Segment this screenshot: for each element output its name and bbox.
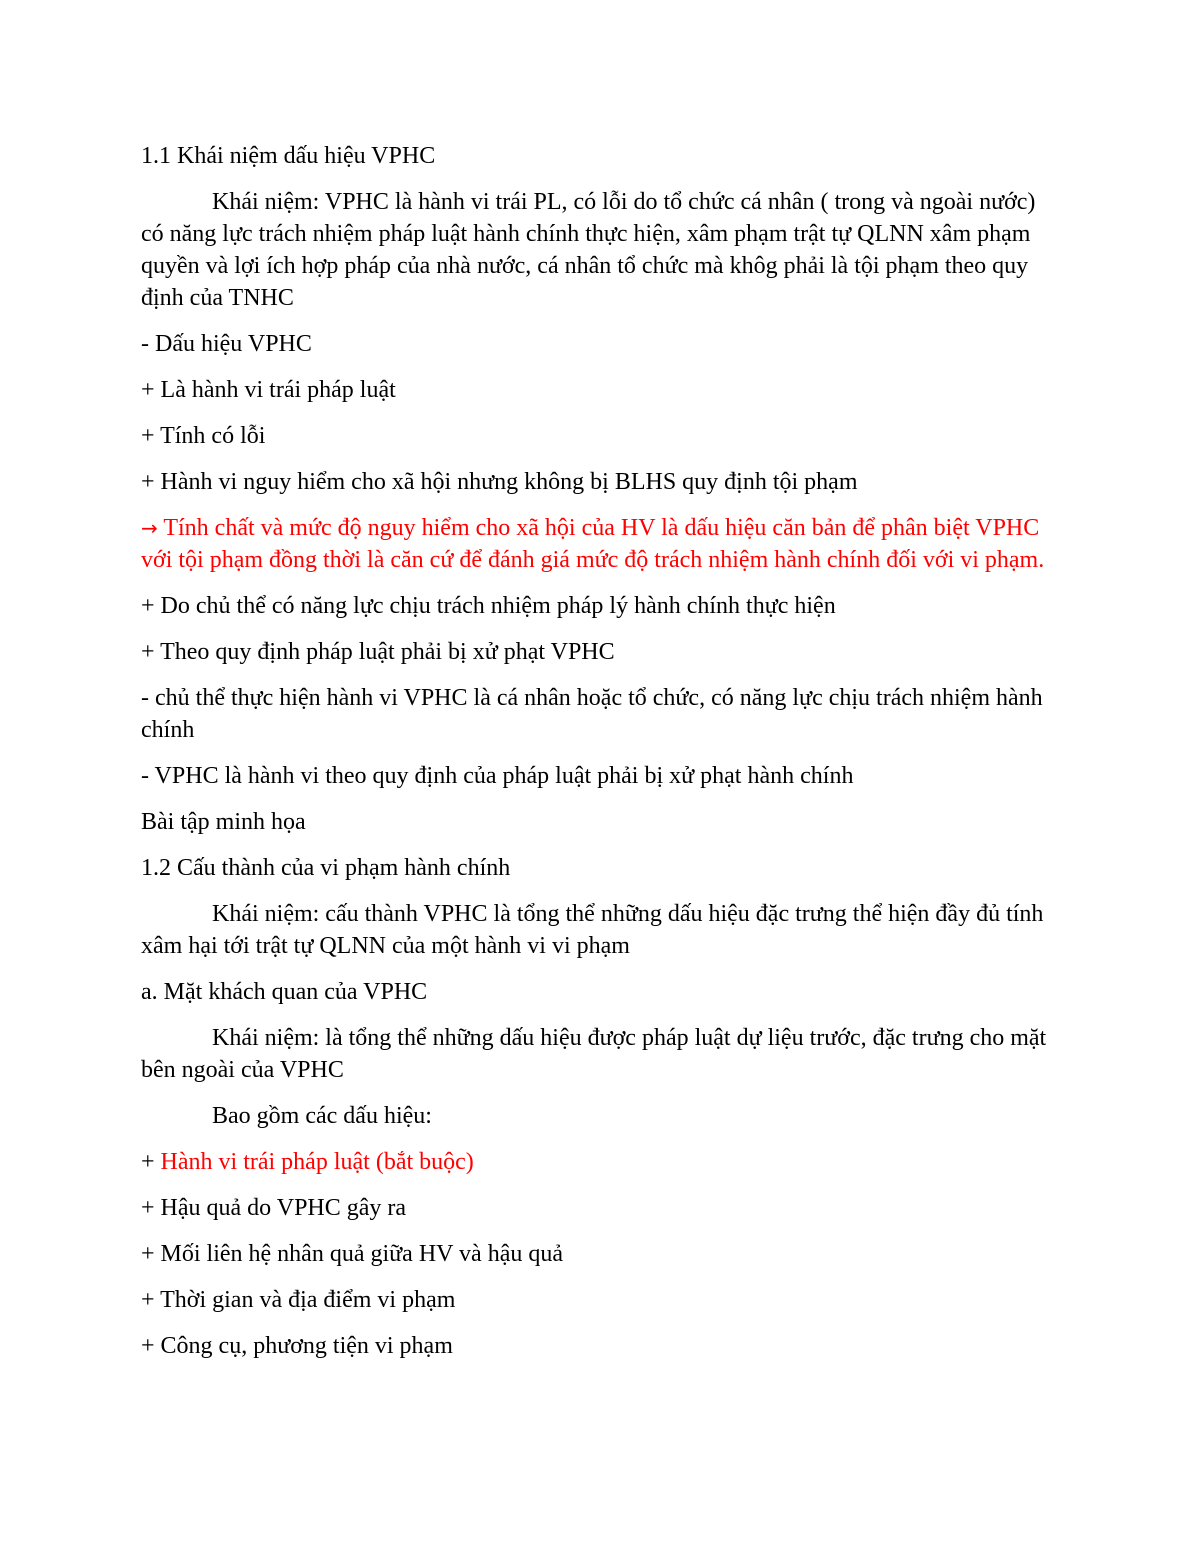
heading-1-2: 1.2 Cấu thành của vi phạm hành chính (141, 855, 511, 881)
highlighted-conclusion (141, 512, 1060, 576)
objective-item-consequence: + Hậu quả do VPHC gây ra (141, 1195, 407, 1221)
objective-item-time-place: + Thời gian và địa điểm vi phạm (141, 1287, 456, 1313)
objective-item-illegal-act-text: Hành vi trái pháp luật (bắt buộc) (160, 1149, 474, 1175)
objective-concept-paragraph: Khái niệm: là tổng thể những dấu hiệu được pháp luật dự liệu trước, đặc trưng cho mặt bên ngoài của VPHC (141, 1025, 1047, 1083)
objective-item-illegal-act (141, 1146, 1060, 1178)
list-prefix: + (141, 1149, 161, 1175)
objective-side-heading: a. Mặt khách quan của VPHC (141, 979, 428, 1005)
sign-item-illegal: + Là hành vi trái pháp luật (141, 377, 396, 403)
arrow-right-icon: → (141, 516, 158, 540)
highlighted-conclusion-text: Tính chất và mức độ nguy hiểm cho xã hội của HV là dấu hiệu căn bản để phân biệt VPHC với tội phạm đồng thời là căn cứ để đánh giá mức độ trách nhiệm hành chính đối với vi phạm. (141, 515, 1045, 573)
heading-1-1: 1.1 Khái niệm dấu hiệu VPHC (141, 143, 436, 169)
sign-item-danger: + Hành vi nguy hiểm cho xã hội nhưng không bị BLHS quy định tội phạm (141, 469, 858, 495)
objective-item-tools: + Công cụ, phương tiện vi phạm (141, 1333, 453, 1359)
concept-paragraph: Khái niệm: VPHC là hành vi trái PL, có lỗi do tổ chức cá nhân ( trong và ngoài nước) có năng lực trách nhiệm pháp luật hành chính thực hiện, xâm phạm trật tự QLNN xâm phạm quyền và lợi ích hợp pháp của nhà nước, cá nhân tổ chức mà khôg phải là tội phạm theo quy định của TNHC (141, 189, 1036, 311)
exercise-heading: Bài tập minh họa (141, 809, 306, 835)
objective-item-causality: + Mối liên hệ nhân quả giữa HV và hậu quả (141, 1241, 564, 1267)
sanction-paragraph: - VPHC là hành vi theo quy định của pháp luật phải bị xử phạt hành chính (141, 763, 854, 789)
sign-item-fault: + Tính có lỗi (141, 423, 266, 449)
subject-paragraph: - chủ thể thực hiện hành vi VPHC là cá nhân hoặc tổ chức, có năng lực chịu trách nhiệm hành chính (141, 685, 1043, 743)
sign-item-subject: + Do chủ thể có năng lực chịu trách nhiệm pháp lý hành chính thực hiện (141, 593, 836, 619)
signs-heading: - Dấu hiệu VPHC (141, 331, 312, 357)
includes-signs-label: Bao gồm các dấu hiệu: (212, 1103, 432, 1129)
sign-item-sanction: + Theo quy định pháp luật phải bị xử phạt VPHC (141, 639, 615, 665)
structure-concept-paragraph: Khái niệm: cấu thành VPHC là tổng thể những dấu hiệu đặc trưng thể hiện đầy đủ tính xâm hại tới trật tự QLNN của một hành vi vi phạm (141, 901, 1044, 959)
